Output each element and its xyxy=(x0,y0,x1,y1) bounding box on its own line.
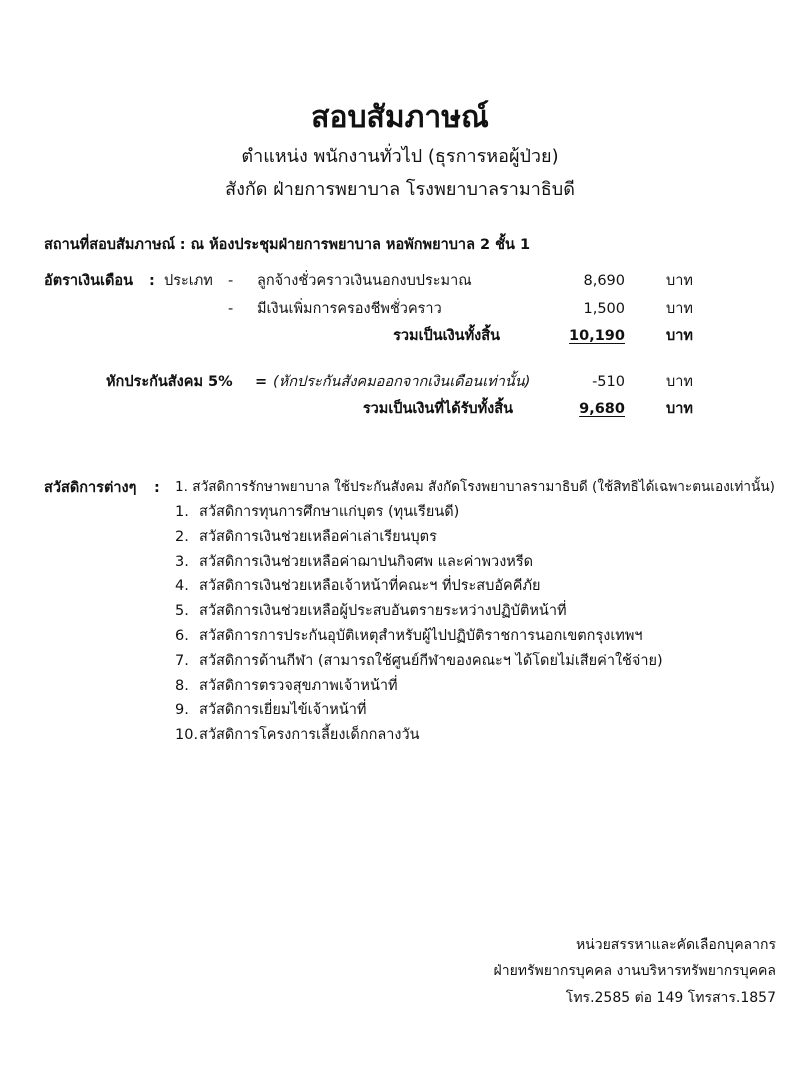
page-title: สอบสัมภาษณ์ xyxy=(311,100,489,135)
salary-total-amount: 10,190 xyxy=(569,328,625,344)
salary-row-amount: 8,690 xyxy=(583,273,625,289)
salary-row-dash: - xyxy=(228,273,234,289)
salary-row-item: มีเงินเพิ่มการครองชีพชั่วคราว xyxy=(257,301,442,317)
salary-label: อัตราเงินเดือน xyxy=(44,273,133,289)
deduction-label: หักประกันสังคม 5% xyxy=(106,374,233,390)
list-item-number: 5. xyxy=(175,603,189,620)
list-item xyxy=(175,703,663,728)
deduction-amount: -510 xyxy=(592,374,625,390)
list-item xyxy=(175,604,663,629)
list-item-number: 7. xyxy=(175,652,189,669)
salary-row-item: ลูกจ้างชั่วคราวเงินนอกงบประมาณ xyxy=(257,273,472,289)
welfare-colon: : xyxy=(154,480,160,496)
deduction-unit: บาท xyxy=(666,374,693,390)
position-line: ตำแหน่ง พนักงานทั่วไป (ธุรการหอผู้ป่วย) xyxy=(241,146,559,167)
list-item xyxy=(175,530,663,555)
salary-total-unit: บาท xyxy=(666,328,693,344)
list-item xyxy=(175,654,663,679)
list-item xyxy=(175,505,663,530)
welfare-label: สวัสดิการต่างๆ xyxy=(44,480,137,496)
list-item xyxy=(175,728,663,753)
venue-line xyxy=(44,238,530,253)
list-item-number: 6. xyxy=(175,627,189,644)
deduction-equals: = xyxy=(255,374,268,390)
salary-row-unit: บาท xyxy=(666,273,693,289)
list-item xyxy=(175,679,663,704)
venue-label: สถานที่สอบสัมภาษณ์ xyxy=(44,237,176,253)
list-item-number: 10. xyxy=(175,727,199,744)
list-item-text: สวัสดิการโครงการเลี้ยงเด็กกลางวัน xyxy=(199,727,420,744)
welfare-first-item: 1. สวัสดิการรักษาพยาบาล ใช้ประกันสังคม สังกัดโรงพยาบาลรามาธิบดี (ใช้สิทธิได้เฉพาะตนเองเท่านั้น) xyxy=(175,479,775,495)
footer-division: ฝ่ายทรัพยากรบุคคล งานบริหารทรัพยากรบุคคล xyxy=(493,963,776,979)
deduction-note: (หักประกันสังคมออกจากเงินเดือนเท่านั้น) xyxy=(273,374,531,390)
list-item-text: สวัสดิการเงินช่วยเหลือผู้ประสบอันตรายระหว่างปฏิบัติหน้าที่ xyxy=(199,603,567,620)
net-total-label: รวมเป็นเงินที่ได้รับทั้งสิ้น xyxy=(362,401,513,417)
net-total-unit: บาท xyxy=(666,401,693,417)
list-item-text: สวัสดิการเงินช่วยเหลือเจ้าหน้าที่คณะฯ ที่ประสบอัคคีภัย xyxy=(199,578,541,595)
list-item-number: 1. xyxy=(175,504,189,520)
footer-contact: โทร.2585 ต่อ 149 โทรสาร.1857 xyxy=(565,990,776,1006)
venue-value: : ณ ห้องประชุมฝ่ายการพยาบาล หอพักพยาบาล 2 ชั้น 1 xyxy=(179,237,531,253)
salary-colon: : xyxy=(149,273,155,289)
list-item-text: สวัสดิการเงินช่วยเหลือค่าเล่าเรียนบุตร xyxy=(199,528,437,545)
list-item-number: 8. xyxy=(175,677,189,694)
list-item-text: สวัสดิการทุนการศึกษาแก่บุตร (ทุนเรียนดี) xyxy=(199,504,460,520)
salary-type-label: ประเภท xyxy=(164,273,213,289)
salary-row-unit: บาท xyxy=(666,301,693,317)
list-item-text: สวัสดิการการประกันอุบัติเหตุสำหรับผู้ไปปฏิบัติราชการนอกเขตกรุงเทพฯ xyxy=(199,627,643,644)
salary-row-amount: 1,500 xyxy=(583,301,625,317)
list-item xyxy=(175,579,663,604)
net-total-amount: 9,680 xyxy=(579,401,625,417)
list-item-text: สวัสดิการด้านกีฬา (สามารถใช้ศูนย์กีฬาของคณะฯ ได้โดยไม่เสียค่าใช้จ่าย) xyxy=(199,652,663,669)
list-item-text: สวัสดิการเยี่ยมไข้เจ้าหน้าที่ xyxy=(199,702,367,719)
footer-unit: หน่วยสรรหาและคัดเลือกบุคลากร xyxy=(575,937,776,953)
list-item-number: 4. xyxy=(175,578,189,595)
list-item xyxy=(175,629,663,654)
list-item-number: 2. xyxy=(175,528,189,545)
department-line: สังกัด ฝ่ายการพยาบาล โรงพยาบาลรามาธิบดี xyxy=(225,179,575,200)
list-item-text: สวัสดิการตรวจสุขภาพเจ้าหน้าที่ xyxy=(199,677,398,694)
list-item-number: 3. xyxy=(175,553,189,570)
salary-row-dash: - xyxy=(228,301,234,317)
list-item xyxy=(175,555,663,580)
list-item-text: สวัสดิการเงินช่วยเหลือค่าฌาปนกิจศพ และค่าพวงหรีด xyxy=(199,553,534,570)
list-item-number: 9. xyxy=(175,702,189,719)
salary-total-label: รวมเป็นเงินทั้งสิ้น xyxy=(393,328,500,344)
welfare-list xyxy=(175,505,663,753)
